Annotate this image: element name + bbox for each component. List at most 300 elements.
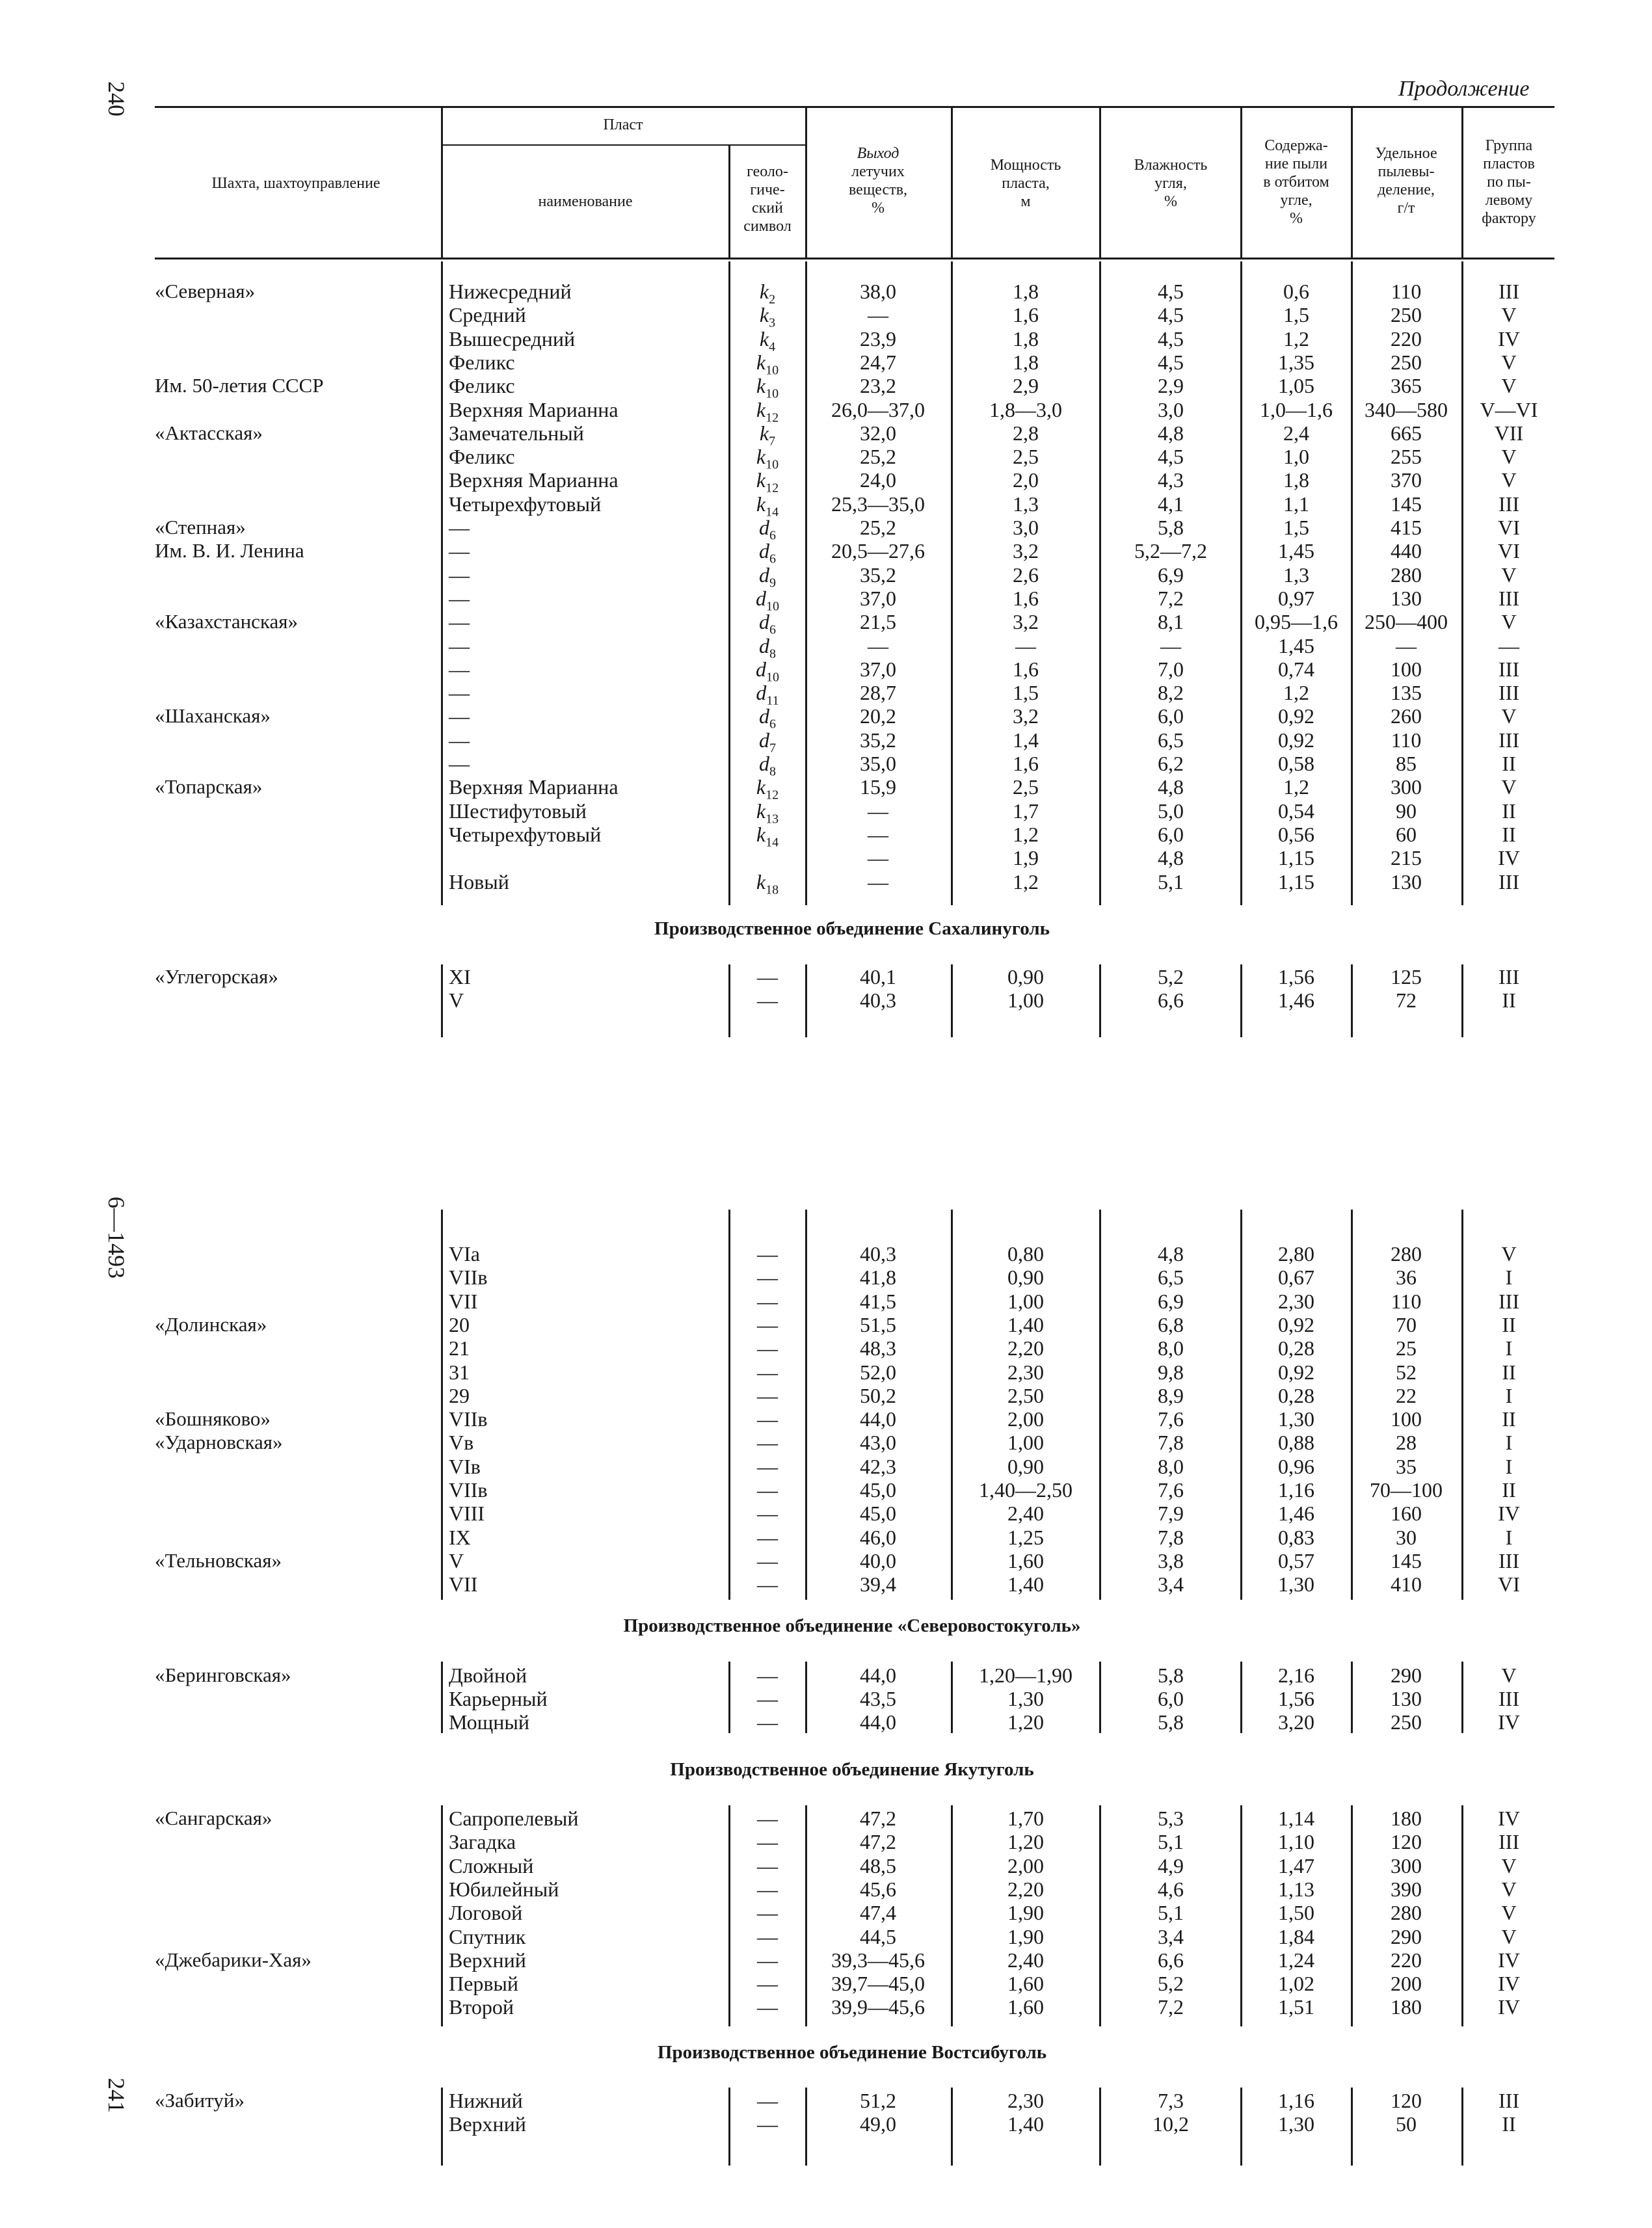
block1-grp-cell: V <box>1501 445 1517 469</box>
right-thick-cell: 1,25 <box>1007 1525 1044 1549</box>
yakut-vol-cell: 48,5 <box>860 1853 896 1877</box>
seam-group-rule <box>442 144 806 146</box>
yakut-grp-cell: IV <box>1498 1972 1520 1996</box>
header-volatile: Выход летучих веществ, % <box>848 145 908 217</box>
geo-symbol-letter: k <box>759 303 769 327</box>
yakut-name-cell: Сапропелевый <box>449 1807 579 1830</box>
sakhalin-divider <box>728 964 730 1037</box>
header-divider <box>1351 108 1353 258</box>
block1-mine-cell: «Казахстанская» <box>155 610 299 633</box>
block1-dust-cell: 1,2 <box>1283 775 1309 799</box>
sevvost-moist-cell: 5,8 <box>1158 1664 1184 1687</box>
sevvost-vol-cell: 44,0 <box>860 1664 896 1687</box>
yakut-emis-cell: 120 <box>1391 1830 1422 1854</box>
yakut-emis-cell: 390 <box>1391 1877 1422 1901</box>
sevvost-divider <box>1099 1662 1101 1733</box>
yakut-dust-cell: 1,47 <box>1278 1853 1314 1877</box>
geo-symbol-index: 12 <box>766 481 779 496</box>
block1-name-cell: Верхняя Марианна <box>449 775 619 799</box>
vostsib-sym-cell: — <box>757 2089 778 2112</box>
yakut-mine-cell: «Джебарики-Хая» <box>155 1948 312 1971</box>
block1-thick-cell: 1,8—3,0 <box>989 397 1062 421</box>
block1-vol-cell: — <box>868 633 888 657</box>
block1-thick-cell: 1,8 <box>1013 280 1039 303</box>
right-grp-cell: I <box>1505 1525 1513 1549</box>
right-emis-cell: 100 <box>1391 1407 1422 1431</box>
right-grp-cell: I <box>1505 1266 1513 1290</box>
block1-moist-cell: 4,5 <box>1158 303 1184 327</box>
geo-symbol-index: 10 <box>766 599 779 614</box>
right-thick-cell: 0,80 <box>1007 1242 1044 1266</box>
geo-symbol-letter: k <box>756 822 766 846</box>
header-top-rule <box>155 106 1554 108</box>
block1-mine-cell: Им. 50-летия СССР <box>155 374 324 397</box>
geo-symbol-index: 18 <box>766 882 779 897</box>
geo-symbol-letter: k <box>756 374 766 398</box>
yakut-emis-cell: 220 <box>1391 1948 1422 1972</box>
vostsib-moist-cell: 7,3 <box>1158 2089 1184 2112</box>
block1-name-cell: — <box>449 704 470 728</box>
block1-name-cell: Верхняя Марианна <box>449 468 619 492</box>
vostsib-vol-cell: 51,2 <box>860 2089 896 2112</box>
right-mine-cell: «Ударновская» <box>155 1431 283 1454</box>
block1-emis-cell: 250 <box>1391 303 1422 327</box>
block1-moist-cell: 8,2 <box>1158 681 1184 705</box>
sakhalin-grp-cell: II <box>1502 988 1516 1012</box>
geo-symbol-index: 3 <box>769 315 776 330</box>
right-name-cell: 29 <box>449 1383 470 1407</box>
vostsib-dust-cell: 1,30 <box>1278 2112 1314 2136</box>
right-dust-cell: 0,28 <box>1278 1383 1314 1407</box>
right-vol-cell: 45,0 <box>860 1502 896 1526</box>
geo-symbol-index: 10 <box>766 457 779 472</box>
block1-thick-cell: 1,6 <box>1013 657 1039 681</box>
yakut-moist-cell: 6,6 <box>1158 1948 1184 1972</box>
block1-emis-cell: 300 <box>1391 775 1422 799</box>
header-dust-content: Содержа- ние пыли в отбитом угле, % <box>1263 137 1329 227</box>
right-vol-cell: 45,0 <box>860 1478 896 1502</box>
sakhalin-vol-cell: 40,3 <box>860 988 896 1012</box>
geo-symbol-letter: d <box>759 728 769 752</box>
sevvost-vol-cell: 43,5 <box>860 1687 896 1710</box>
vostsib-divider <box>1461 2088 1463 2166</box>
block1-thick-cell: 2,0 <box>1013 468 1039 492</box>
block1-emis-cell: 260 <box>1391 704 1422 728</box>
yakut-grp-cell: IV <box>1498 1807 1520 1830</box>
geo-symbol-letter: d <box>756 586 766 610</box>
block1-emis-cell: 440 <box>1391 539 1422 563</box>
sevvost-dust-cell: 2,16 <box>1278 1664 1314 1687</box>
right-thick-cell: 2,50 <box>1007 1383 1044 1407</box>
yakut-grp-cell: III <box>1499 1830 1519 1854</box>
block1-thick-cell: 1,6 <box>1013 586 1039 610</box>
block1-dust-cell: 0,92 <box>1278 704 1314 728</box>
right-thick-cell: 1,40—2,50 <box>979 1478 1072 1502</box>
vostsib-divider <box>1240 2088 1242 2166</box>
geo-symbol-letter: d <box>756 681 767 705</box>
yakut-name-cell: Первый <box>449 1972 519 1996</box>
block1-dust-cell: 1,15 <box>1278 846 1314 870</box>
right-thick-cell: 1,40 <box>1007 1572 1044 1597</box>
right-grp-cell: I <box>1505 1454 1513 1478</box>
block1-dust-cell: 1,5 <box>1283 303 1309 327</box>
right-dust-cell: 0,67 <box>1278 1266 1314 1290</box>
geo-symbol-letter: k <box>756 445 766 469</box>
right-sym-cell: — <box>757 1266 778 1290</box>
block1-vol-cell: 35,0 <box>860 752 896 775</box>
yakut-sym-cell: — <box>757 1901 778 1925</box>
right-vol-cell: 40,3 <box>860 1242 896 1266</box>
right-vol-cell: 41,8 <box>860 1266 896 1290</box>
geo-symbol-index: 13 <box>766 811 779 826</box>
sakhalin-divider <box>805 964 807 1037</box>
right-sym-cell: — <box>757 1383 778 1407</box>
yakut-grp-cell: V <box>1501 1901 1517 1925</box>
sakhalin-emis-cell: 125 <box>1391 965 1422 988</box>
right-name-cell: IX <box>449 1525 471 1549</box>
yakut-divider <box>728 1805 730 2026</box>
yakut-vol-cell: 39,3—45,6 <box>831 1948 925 1972</box>
right-moist-cell: 7,6 <box>1158 1478 1184 1502</box>
right-vol-cell: 51,5 <box>860 1312 896 1336</box>
block1-grp-cell: V <box>1501 468 1517 492</box>
right-emis-cell: 36 <box>1396 1266 1417 1290</box>
block1-vol-cell: 20,2 <box>860 704 896 728</box>
right-sym-cell: — <box>757 1289 778 1313</box>
block1-thick-cell: — <box>1015 633 1036 657</box>
right-divider <box>1461 1210 1463 1600</box>
sevvost-divider <box>951 1662 953 1733</box>
block1-emis-cell: 110 <box>1391 280 1422 303</box>
block1-grp-cell: V <box>1501 303 1517 327</box>
block1-emis-cell: 85 <box>1396 752 1417 775</box>
block1-thick-cell: 3,2 <box>1013 704 1039 728</box>
yakut-dust-cell: 1,14 <box>1278 1807 1314 1830</box>
block1-dust-cell: 1,2 <box>1283 326 1309 351</box>
yakut-emis-cell: 300 <box>1391 1853 1422 1877</box>
right-moist-cell: 8,0 <box>1158 1336 1184 1360</box>
sevvost-grp-cell: III <box>1499 1687 1519 1710</box>
block1-emis-cell: 370 <box>1391 468 1422 492</box>
block1-divider <box>1461 261 1463 905</box>
sevvost-dust-cell: 1,56 <box>1278 1687 1314 1710</box>
header-divider <box>1240 108 1242 258</box>
yakut-sym-cell: — <box>757 1807 778 1830</box>
block1-vol-cell: 38,0 <box>860 280 896 303</box>
block1-grp-cell: III <box>1499 657 1519 681</box>
right-divider <box>441 1210 443 1600</box>
block1-vol-cell: 37,0 <box>860 657 896 681</box>
block1-vol-cell: — <box>868 869 888 894</box>
right-moist-cell: 7,8 <box>1158 1525 1184 1549</box>
sevvost-divider <box>441 1662 443 1733</box>
block1-dust-cell: 0,56 <box>1278 822 1314 846</box>
block1-name-cell: Замечательный <box>449 421 584 445</box>
right-dust-cell: 0,83 <box>1278 1525 1314 1549</box>
right-emis-cell: 22 <box>1396 1383 1417 1407</box>
right-mine-cell: «Долинская» <box>155 1312 267 1336</box>
geo-symbol-letter: k <box>759 421 769 445</box>
yakut-name-cell: Логовой <box>449 1901 523 1925</box>
block1-vol-cell: 24,0 <box>860 468 896 492</box>
vostsib-thick-cell: 1,40 <box>1007 2112 1044 2136</box>
right-grp-cell: II <box>1502 1478 1516 1502</box>
right-vol-cell: 46,0 <box>860 1525 896 1549</box>
vostsib-divider <box>1099 2088 1101 2166</box>
right-moist-cell: 3,8 <box>1158 1548 1184 1572</box>
section-title-yakut: Производственное объединение Якутуголь <box>670 1759 1034 1780</box>
block1-emis-cell: — <box>1396 633 1417 657</box>
sevvost-divider <box>1461 1662 1463 1733</box>
right-thick-cell: 0,90 <box>1007 1266 1044 1290</box>
block1-thick-cell: 2,5 <box>1013 775 1039 799</box>
block1-dust-cell: 1,15 <box>1278 869 1314 894</box>
sevvost-sym-cell: — <box>757 1710 778 1734</box>
vostsib-dust-cell: 1,16 <box>1278 2089 1314 2112</box>
block1-grp-cell: III <box>1499 280 1519 303</box>
sakhalin-divider <box>441 964 443 1037</box>
continuation-label: Продолжение <box>1398 77 1530 101</box>
geo-symbol-index: 6 <box>769 717 776 732</box>
block1-moist-cell: — <box>1160 633 1181 657</box>
block1-thick-cell: 1,8 <box>1013 326 1039 351</box>
block1-mine-cell: «Шаханская» <box>155 704 271 728</box>
block1-thick-cell: 2,5 <box>1013 445 1039 469</box>
right-vol-cell: 50,2 <box>860 1383 896 1407</box>
header-divider <box>805 108 807 258</box>
right-sym-cell: — <box>757 1360 778 1384</box>
right-name-cell: 31 <box>449 1360 470 1384</box>
block1-grp-cell: VI <box>1498 539 1520 563</box>
right-emis-cell: 280 <box>1391 1242 1422 1266</box>
yakut-sym-cell: — <box>757 1948 778 1972</box>
yakut-dust-cell: 1,51 <box>1278 1995 1314 2019</box>
right-divider <box>728 1210 730 1600</box>
right-emis-cell: 70—100 <box>1370 1478 1443 1502</box>
sakhalin-thick-cell: 0,90 <box>1007 965 1044 988</box>
right-grp-cell: I <box>1505 1336 1513 1360</box>
sevvost-grp-cell: V <box>1501 1664 1517 1687</box>
yakut-sym-cell: — <box>757 1972 778 1996</box>
sakhalin-name-cell: XI <box>449 965 471 988</box>
yakut-vol-cell: 47,2 <box>860 1830 896 1854</box>
yakut-dust-cell: 1,24 <box>1278 1948 1314 1972</box>
geo-symbol-letter: k <box>759 280 769 303</box>
block1-vol-cell: — <box>868 799 888 823</box>
block1-dust-cell: 0,97 <box>1278 586 1314 610</box>
block1-name-cell: Феликс <box>449 374 515 398</box>
block1-emis-cell: 135 <box>1391 681 1422 705</box>
block1-grp-cell: III <box>1499 869 1519 894</box>
block1-dust-cell: 1,5 <box>1283 516 1309 539</box>
sakhalin-vol-cell: 40,1 <box>860 965 896 988</box>
right-name-cell: VIIв <box>449 1407 488 1431</box>
block1-thick-cell: 1,8 <box>1013 350 1039 374</box>
geo-symbol-index: 9 <box>769 575 776 590</box>
block1-divider <box>441 261 443 905</box>
right-grp-cell: II <box>1502 1407 1516 1431</box>
block1-moist-cell: 5,8 <box>1158 516 1184 539</box>
yakut-grp-cell: IV <box>1498 1995 1520 2019</box>
block1-vol-cell: — <box>868 303 888 327</box>
yakut-sym-cell: — <box>757 1853 778 1877</box>
block1-emis-cell: 215 <box>1391 846 1422 870</box>
block1-grp-cell: V <box>1501 350 1517 374</box>
sevvost-vol-cell: 44,0 <box>860 1710 896 1734</box>
section-title-vostsib: Производственное объединение Востсибуголь <box>657 2042 1047 2063</box>
block1-moist-cell: 4,5 <box>1158 280 1184 303</box>
sevvost-divider <box>805 1662 807 1733</box>
block1-vol-cell: 25,2 <box>860 516 896 539</box>
right-thick-cell: 1,40 <box>1007 1312 1044 1336</box>
yakut-sym-cell: — <box>757 1995 778 2019</box>
sevvost-emis-cell: 130 <box>1391 1687 1422 1710</box>
sevvost-emis-cell: 250 <box>1391 1710 1422 1734</box>
block1-dust-cell: 2,4 <box>1283 421 1309 445</box>
geo-symbol-letter: k <box>759 326 769 351</box>
geo-symbol-index: 7 <box>769 434 776 449</box>
header-seam-group: Пласт <box>603 116 643 133</box>
right-divider <box>1351 1210 1353 1600</box>
sakhalin-thick-cell: 1,00 <box>1007 988 1044 1012</box>
right-name-cell: 20 <box>449 1312 470 1336</box>
right-grp-cell: I <box>1505 1431 1513 1455</box>
block1-thick-cell: 1,7 <box>1013 799 1039 823</box>
block1-moist-cell: 6,5 <box>1158 728 1184 752</box>
block1-moist-cell: 6,2 <box>1158 752 1184 775</box>
block1-dust-cell: 1,8 <box>1283 468 1309 492</box>
block1-thick-cell: 1,5 <box>1013 681 1039 705</box>
block1-dust-cell: 0,74 <box>1278 657 1314 681</box>
block1-dust-cell: 1,05 <box>1278 374 1314 398</box>
right-grp-cell: II <box>1502 1312 1516 1336</box>
right-emis-cell: 52 <box>1396 1360 1417 1384</box>
block1-grp-cell: V—VI <box>1480 397 1538 421</box>
block1-emis-cell: 100 <box>1391 657 1422 681</box>
block1-moist-cell: 4,3 <box>1158 468 1184 492</box>
geo-symbol-index: 12 <box>766 788 779 802</box>
yakut-name-cell: Сложный <box>449 1853 534 1877</box>
yakut-emis-cell: 290 <box>1391 1924 1422 1948</box>
yakut-thick-cell: 1,70 <box>1007 1807 1044 1830</box>
right-dust-cell: 2,80 <box>1278 1242 1314 1266</box>
block1-vol-cell: 20,5—27,6 <box>831 539 925 563</box>
block1-thick-cell: 1,2 <box>1013 822 1039 846</box>
sevvost-sym-cell: — <box>757 1664 778 1687</box>
right-dust-cell: 1,16 <box>1278 1478 1314 1502</box>
geo-symbol-letter: d <box>759 633 769 657</box>
right-divider <box>1099 1210 1101 1600</box>
right-vol-cell: 43,0 <box>860 1431 896 1455</box>
block1-thick-cell: 2,6 <box>1013 563 1039 587</box>
block1-name-cell: Феликс <box>449 350 515 374</box>
geo-symbol-letter: k <box>756 492 766 516</box>
yakut-moist-cell: 5,1 <box>1158 1901 1184 1925</box>
block1-grp-cell: II <box>1502 822 1516 846</box>
right-dust-cell: 1,30 <box>1278 1407 1314 1431</box>
block1-dust-cell: 1,1 <box>1283 492 1309 516</box>
right-name-cell: VIII <box>449 1502 485 1526</box>
sevvost-name-cell: Двойной <box>449 1664 527 1687</box>
block1-name-cell: Верхняя Марианна <box>449 397 619 421</box>
right-thick-cell: 1,00 <box>1007 1289 1044 1313</box>
right-thick-cell: 1,60 <box>1007 1548 1044 1572</box>
block1-vol-cell: — <box>868 822 888 846</box>
sevvost-moist-cell: 5,8 <box>1158 1710 1184 1734</box>
block1-name-cell: Средний <box>449 303 526 327</box>
geo-symbol-letter: k <box>756 869 766 894</box>
block1-mine-cell: «Актасская» <box>155 421 263 444</box>
block1-moist-cell: 2,9 <box>1158 374 1184 398</box>
yakut-name-cell: Второй <box>449 1995 514 2019</box>
block1-name-cell: Вышесредний <box>449 326 576 351</box>
right-grp-cell: II <box>1502 1360 1516 1384</box>
right-grp-cell: III <box>1499 1548 1519 1572</box>
block1-thick-cell: 1,9 <box>1013 846 1039 870</box>
right-grp-cell: IV <box>1498 1502 1520 1526</box>
section-title-sevvost: Производственное объединение «Северовостокуголь» <box>623 1615 1081 1636</box>
block1-vol-cell: 25,3—35,0 <box>831 492 925 516</box>
right-moist-cell: 8,9 <box>1158 1383 1184 1407</box>
block1-dust-cell: 1,0 <box>1283 445 1309 469</box>
geo-symbol-letter: k <box>756 350 766 374</box>
block1-grp-cell: IV <box>1498 846 1520 870</box>
vostsib-thick-cell: 2,30 <box>1007 2089 1044 2112</box>
yakut-dust-cell: 1,84 <box>1278 1924 1314 1948</box>
block1-emis-cell: 665 <box>1391 421 1422 445</box>
header-bottom-rule <box>155 258 1554 259</box>
block1-name-cell: — <box>449 633 470 657</box>
right-name-cell: VII <box>449 1289 478 1313</box>
block1-emis-cell: 220 <box>1391 326 1422 351</box>
block1-emis-cell: 340—580 <box>1365 397 1448 421</box>
sevvost-emis-cell: 290 <box>1391 1664 1422 1687</box>
header-geo-symbol: геоло- гиче- ский символ <box>743 163 792 235</box>
right-grp-cell: VI <box>1498 1572 1520 1597</box>
block1-moist-cell: 6,9 <box>1158 563 1184 587</box>
geo-symbol-index: 10 <box>766 386 779 401</box>
block1-vol-cell: 28,7 <box>860 681 896 705</box>
yakut-emis-cell: 280 <box>1391 1901 1422 1925</box>
block1-grp-cell: IV <box>1498 326 1520 351</box>
block1-thick-cell: 1,6 <box>1013 752 1039 775</box>
yakut-emis-cell: 180 <box>1391 1995 1422 2019</box>
sakhalin-moist-cell: 5,2 <box>1158 965 1184 988</box>
block1-moist-cell: 7,2 <box>1158 586 1184 610</box>
sakhalin-name-cell: V <box>449 988 464 1012</box>
block1-dust-cell: 1,45 <box>1278 539 1314 563</box>
block1-vol-cell: 26,0—37,0 <box>831 397 925 421</box>
yakut-vol-cell: 45,6 <box>860 1877 896 1901</box>
yakut-thick-cell: 1,60 <box>1007 1995 1044 2019</box>
right-grp-cell: I <box>1505 1383 1513 1407</box>
block1-emis-cell: 110 <box>1391 728 1422 752</box>
right-name-cell: V <box>449 1548 464 1572</box>
block1-grp-cell: III <box>1499 681 1519 705</box>
sevvost-dust-cell: 3,20 <box>1278 1710 1314 1734</box>
header-dust-emission: Удельное пылевы- деление, г/т <box>1375 145 1437 217</box>
block1-vol-cell: 23,2 <box>860 374 896 398</box>
geo-symbol-index: 11 <box>766 693 779 708</box>
block1-name-cell: Четырехфутовый <box>449 492 602 516</box>
yakut-moist-cell: 3,4 <box>1158 1924 1184 1948</box>
block1-emis-cell: 415 <box>1391 516 1422 539</box>
sakhalin-divider <box>1240 964 1242 1037</box>
block1-vol-cell: 35,2 <box>860 563 896 587</box>
right-emis-cell: 160 <box>1391 1502 1422 1526</box>
right-sym-cell: — <box>757 1478 778 1502</box>
block1-grp-cell: II <box>1502 799 1516 823</box>
